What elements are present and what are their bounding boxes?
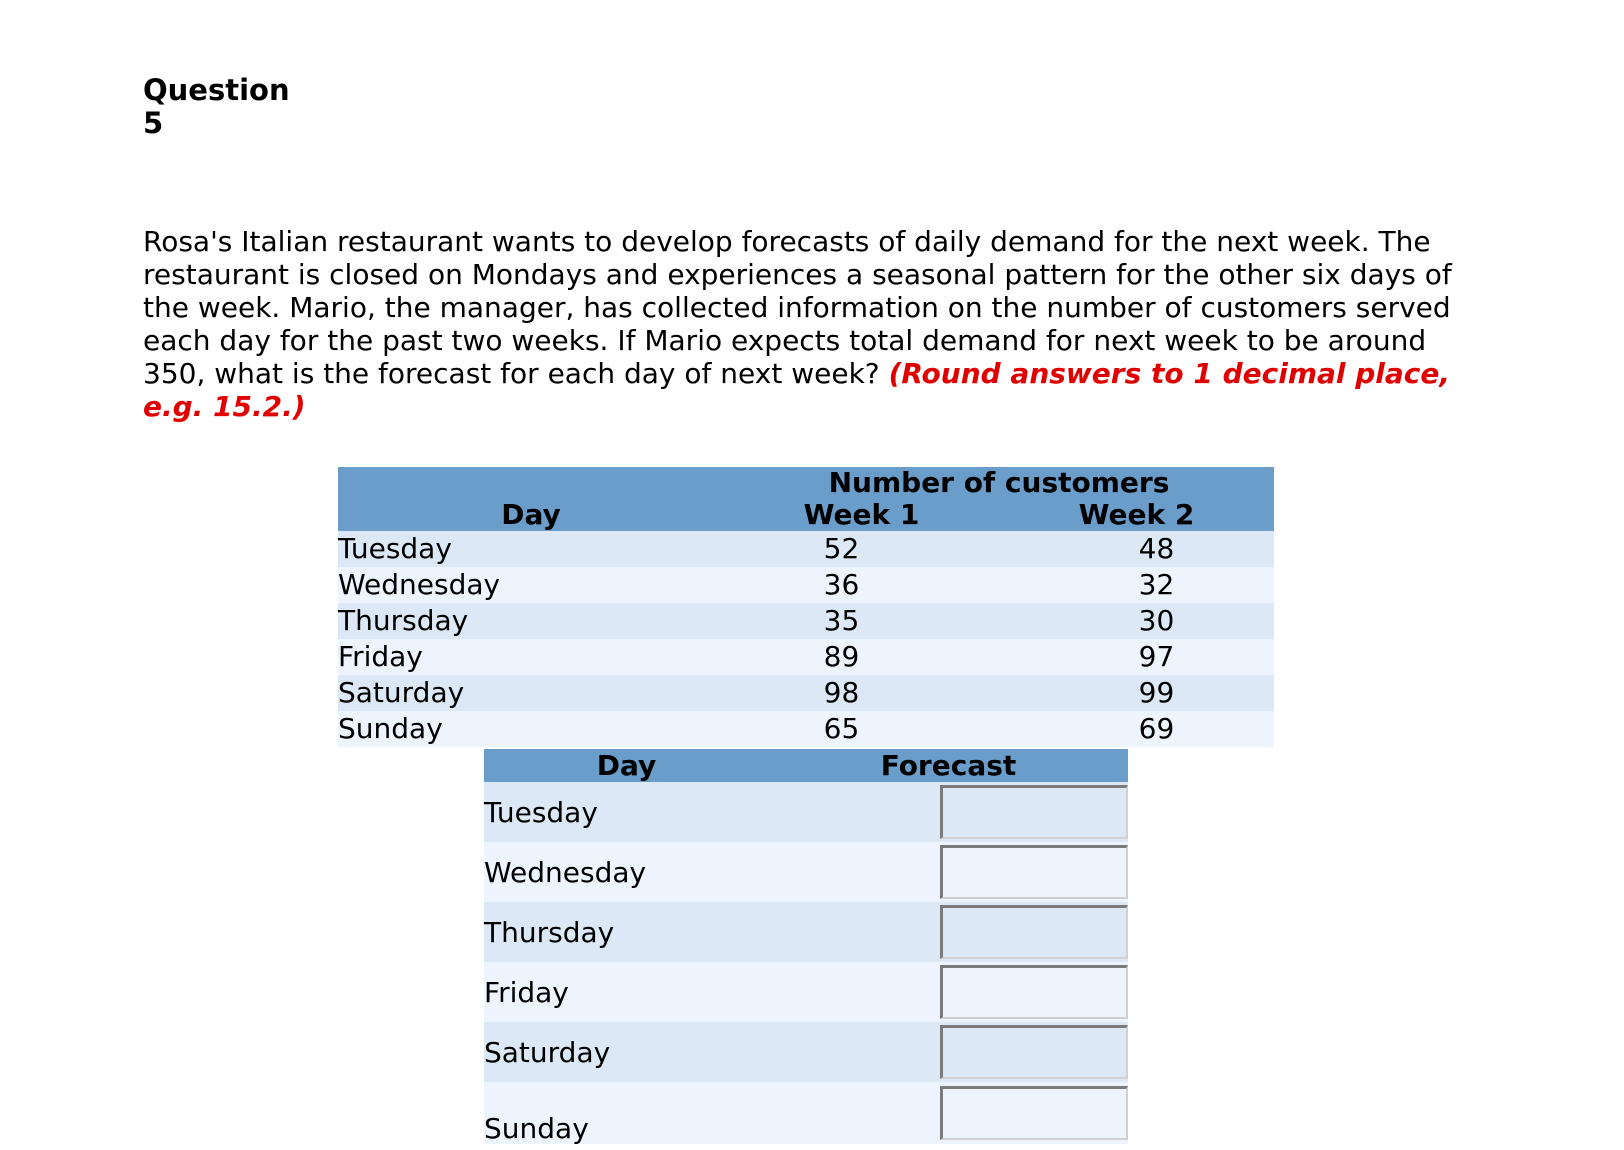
forecast-input-cell bbox=[938, 782, 1128, 842]
forecast-header-forecast: Forecast bbox=[769, 749, 1128, 782]
question-title bbox=[143, 74, 290, 140]
forecast-input-cell bbox=[938, 962, 1128, 1022]
forecast-input-thursday[interactable] bbox=[940, 905, 1128, 959]
question-prompt bbox=[143, 225, 1483, 423]
forecast-row-day: Friday bbox=[484, 962, 938, 1022]
customer-data-table bbox=[338, 467, 1274, 747]
table-row bbox=[338, 531, 1274, 567]
forecast-row-day: Wednesday bbox=[484, 842, 938, 902]
row-week2-value: 69 bbox=[999, 711, 1274, 747]
header-day: Day bbox=[338, 467, 724, 531]
row-week2-value: 32 bbox=[999, 567, 1274, 603]
row-day: Tuesday bbox=[338, 531, 724, 567]
table-row bbox=[338, 567, 1274, 603]
forecast-input-sunday[interactable] bbox=[940, 1086, 1128, 1140]
header-week-1: Week 1 bbox=[724, 499, 999, 531]
forecast-input-friday[interactable] bbox=[940, 965, 1128, 1019]
row-week2-value: 99 bbox=[999, 675, 1274, 711]
forecast-row bbox=[484, 902, 1128, 962]
row-day: Saturday bbox=[338, 675, 724, 711]
forecast-row bbox=[484, 1082, 1128, 1144]
row-week1-value: 35 bbox=[724, 603, 999, 639]
forecast-header-day: Day bbox=[484, 749, 769, 782]
forecast-row-day: Thursday bbox=[484, 902, 938, 962]
table-row bbox=[338, 639, 1274, 675]
question-number: 5 bbox=[143, 106, 164, 140]
row-week2-value: 97 bbox=[999, 639, 1274, 675]
forecast-input-saturday[interactable] bbox=[940, 1025, 1128, 1079]
forecast-row-day: Sunday bbox=[484, 1082, 938, 1144]
forecast-input-tuesday[interactable] bbox=[940, 785, 1128, 839]
forecast-input-cell bbox=[938, 1082, 1128, 1144]
forecast-row bbox=[484, 1022, 1128, 1082]
row-day: Friday bbox=[338, 639, 724, 675]
header-number-of-customers: Number of customers bbox=[724, 467, 1274, 499]
forecast-input-cell bbox=[938, 902, 1128, 962]
forecast-input-wednesday[interactable] bbox=[940, 845, 1128, 899]
row-week1-value: 98 bbox=[724, 675, 999, 711]
table-row bbox=[338, 603, 1274, 639]
forecast-row bbox=[484, 962, 1128, 1022]
row-week2-value: 30 bbox=[999, 603, 1274, 639]
table-row bbox=[338, 711, 1274, 747]
row-week2-value: 48 bbox=[999, 531, 1274, 567]
forecast-input-cell bbox=[938, 1022, 1128, 1082]
row-day: Thursday bbox=[338, 603, 724, 639]
forecast-row bbox=[484, 782, 1128, 842]
forecast-row-day: Tuesday bbox=[484, 782, 938, 842]
forecast-table bbox=[484, 749, 1128, 1144]
prompt-text: Rosa's Italian restaurant wants to develop forecasts of daily demand for the next week. The restaurant is closed on Mondays and experiences a seasonal pattern for the other six days of the week. Mario, the manager, has collected information on the number of customers served each day for the past two weeks. If Mario expects total demand for next week to be around 350, what is the forecast for each day of next week? bbox=[143, 225, 1452, 390]
row-week1-value: 36 bbox=[724, 567, 999, 603]
row-week1-value: 65 bbox=[724, 711, 999, 747]
row-day: Wednesday bbox=[338, 567, 724, 603]
row-day: Sunday bbox=[338, 711, 724, 747]
forecast-input-cell bbox=[938, 842, 1128, 902]
forecast-row-day: Saturday bbox=[484, 1022, 938, 1082]
forecast-row bbox=[484, 842, 1128, 902]
header-week-2: Week 2 bbox=[999, 499, 1274, 531]
rounding-instruction: (Round answers to 1 decimal place, e.g. 15.2.) bbox=[143, 357, 1450, 423]
row-week1-value: 52 bbox=[724, 531, 999, 567]
table-row bbox=[338, 675, 1274, 711]
question-label: Question bbox=[143, 73, 290, 107]
row-week1-value: 89 bbox=[724, 639, 999, 675]
